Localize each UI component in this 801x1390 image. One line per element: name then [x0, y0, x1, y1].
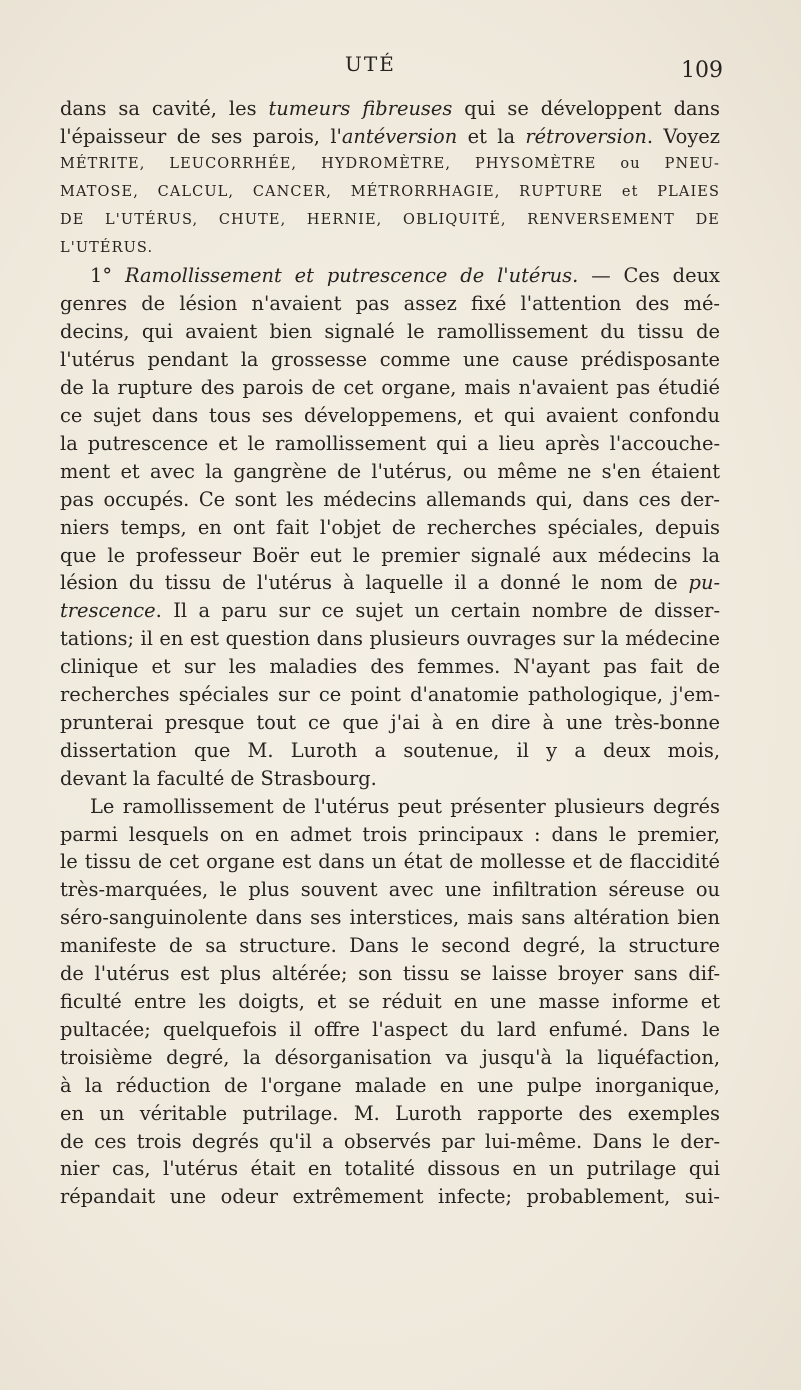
text-line: de l'utérus est plus altérée; son tissu se laisse broyer sans dif- — [60, 962, 720, 986]
text-line: ce sujet dans tous ses développemens, et qui avaient confondu — [60, 403, 720, 427]
text-line: niers temps, en ont fait l'objet de recherches spéciales, depuis — [60, 515, 720, 539]
text-line: troisième degré, la désorganisation va jusqu'à la liquéfaction, — [60, 1045, 720, 1069]
running-head: UTÉ — [345, 52, 396, 76]
text-line: Le ramollissement de l'utérus peut présenter plusieurs degrés — [90, 794, 720, 818]
text-line: tations; il en est question dans plusieurs ouvrages sur la médecine — [60, 627, 720, 651]
text-line: l'épaisseur de ses parois, l'antéversion et la rétroversion. Voyez — [60, 124, 720, 148]
text-line: dans sa cavité, les tumeurs fibreuses qui se développent dans — [60, 97, 720, 120]
text-line: L'UTÉRUS. — [60, 239, 154, 256]
text-line: l'utérus pendant la grossesse comme une cause prédisposante — [60, 348, 720, 372]
page-header — [0, 52, 801, 92]
text-line: parmi lesquels on en admet trois principaux : dans le premier, — [60, 822, 720, 846]
text-line: MATOSE, CALCUL, CANCER, MÉTRORRHAGIE, RUPTURE et PLAIES — [60, 183, 720, 200]
text-line: ment et avec la gangrène de l'utérus, ou même ne s'en étaient — [60, 459, 720, 483]
section-heading-line: 1° Ramollissement et putrescence de l'utérus. — Ces deux — [90, 264, 720, 288]
text-line: séro-sanguinolente dans ses interstices, mais sans altération bien — [60, 906, 720, 930]
text-line: répandait une odeur extrêmement infecte; probablement, sui- — [60, 1185, 720, 1209]
text-line: dissertation que M. Luroth a soutenue, il y a deux mois, — [60, 738, 720, 762]
text-line: ficulté entre les doigts, et se réduit en une masse informe et — [60, 990, 720, 1013]
text-line: nier cas, l'utérus était en totalité dissous en un putrilage qui — [60, 1157, 720, 1181]
page-number: 109 — [681, 58, 723, 83]
text-line: DE L'UTÉRUS, CHUTE, HERNIE, OBLIQUITÉ, RENVERSEMENT DE — [60, 211, 720, 228]
text-line: de la rupture des parois de cet organe, mais n'avaient pas étudié — [60, 376, 720, 400]
text-line: clinique et sur les maladies des femmes. N'ayant pas fait de — [60, 655, 720, 679]
text-line: decins, qui avaient bien signalé le ramollissement du tissu de — [60, 320, 720, 344]
text-line: pultacée; quelquefois il offre l'aspect du lard enfumé. Dans le — [60, 1017, 720, 1041]
text-line: recherches spéciales sur ce point d'anatomie pathologique, j'em- — [60, 683, 720, 707]
text-line: MÉTRITE, LEUCORRHÉE, HYDROMÈTRE, PHYSOMÈTRE ou PNEU- — [60, 155, 720, 172]
text-line: à la réduction de l'organe malade en une pulpe inorganique, — [60, 1073, 720, 1097]
text-line: lésion du tissu de l'utérus à laquelle il a donné le nom de pu- — [60, 571, 720, 595]
text-line: genres de lésion n'avaient pas assez fixé l'attention des mé- — [60, 292, 720, 316]
text-line: de ces trois degrés qu'il a observés par lui-même. Dans le der- — [60, 1129, 720, 1153]
text-line: que le professeur Boër eut le premier signalé aux médecins la — [60, 543, 720, 567]
text-line: en un véritable putrilage. M. Luroth rapporte des exemples — [60, 1101, 720, 1125]
text-line: très-marquées, le plus souvent avec une infiltration séreuse ou — [60, 878, 720, 902]
text-line: manifeste de sa structure. Dans le second degré, la structure — [60, 934, 720, 958]
text-line: prunterai presque tout ce que j'ai à en dire à une très-bonne — [60, 710, 720, 734]
text-line: trescence. Il a paru sur ce sujet un certain nombre de disser- — [60, 599, 720, 623]
text-line: la putrescence et le ramollissement qui a lieu après l'accouche- — [60, 431, 720, 455]
text-line: devant la faculté de Strasbourg. — [60, 766, 377, 790]
body-text — [60, 95, 720, 1211]
text-line: pas occupés. Ce sont les médecins allemands qui, dans ces der- — [60, 487, 720, 511]
text-line: le tissu de cet organe est dans un état de mollesse et de flaccidité — [60, 850, 720, 874]
